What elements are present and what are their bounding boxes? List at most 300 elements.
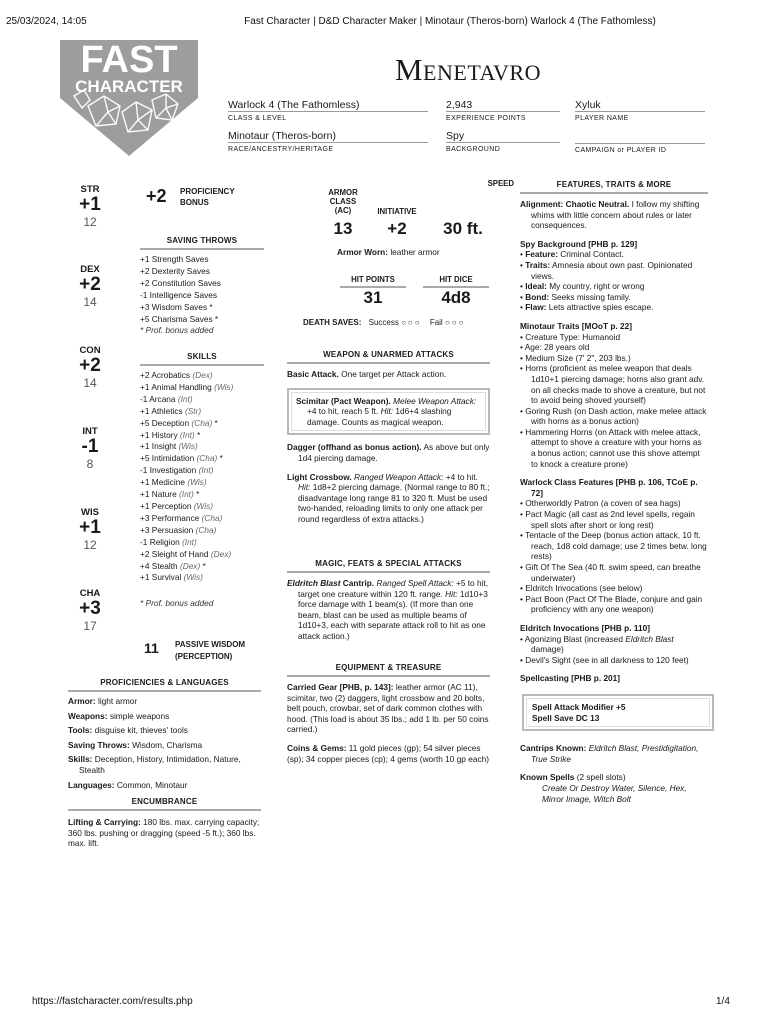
invocation-item: • Agonizing Blast (increased Eldritch Blast damage) (520, 633, 674, 655)
attacks-title: WEAPON & UNARMED ATTACKS (287, 350, 490, 364)
spy-item-label: Feature: (525, 249, 558, 260)
spy-item: • Ideal: My country, right or wrong (520, 281, 645, 292)
class-level-field (228, 99, 428, 122)
skill-bonus: +3 (140, 524, 150, 535)
crossbow-hit-label: Hit: (298, 482, 311, 493)
skill-star: * (197, 429, 201, 440)
dagger-name: Dagger (offhand as bonus action). (287, 442, 422, 453)
proficiency-item (68, 711, 261, 722)
proficiency-item (68, 754, 261, 775)
skill-ability: (Wis) (187, 477, 207, 488)
proficiency-text: Common, Minotaur (116, 779, 188, 790)
attacks-section (287, 350, 490, 525)
skill-ability: (Cha) (195, 524, 217, 535)
carried-gear (287, 682, 490, 735)
ability-str (70, 184, 110, 229)
known-spells (520, 772, 708, 804)
hit-points-label: HIT POINTS (340, 275, 406, 288)
race-label: RACE/ANCESTRY/HERITAGE (228, 146, 334, 153)
skill-name: Investigation (149, 465, 197, 476)
magic-title: MAGIC, FEATS & SPECIAL ATTACKS (287, 559, 490, 573)
armor-worn-label: Armor Worn: (337, 247, 389, 257)
proficiency-item (68, 696, 261, 707)
warlock-feature-text: Tentacle of the Deep (bonus action attack, 10 ft. reach, 1d8 cold damage; use 2 times betw. long rests) (525, 530, 707, 562)
crossbow-name: Light Crossbow. (287, 471, 352, 482)
skill-row (140, 370, 264, 382)
ability-modifier: -1 (81, 436, 99, 457)
scimitar-hit-label: Hit: (380, 406, 394, 417)
skill-row (140, 441, 264, 453)
invocations-list (520, 634, 708, 666)
proficiency-item (68, 780, 261, 791)
saving-throw-row: +5 Charisma Saves * (140, 313, 219, 324)
spy-item: • Traits: Amnesia about own past. Opinionated views. (520, 259, 693, 281)
initiative-label: INITIATIVE (377, 207, 417, 216)
proficiencies-list (68, 696, 261, 790)
passive-label-line1: PASSIVE WISDOM (175, 640, 246, 649)
ability-modifier: +3 (79, 598, 101, 619)
death-saves (303, 318, 465, 327)
skill-name: Animal Handling (151, 381, 212, 392)
skill-name: Nature (151, 489, 177, 500)
spellcasting-box (522, 694, 714, 731)
background-field (446, 130, 560, 153)
cantrips-label: Cantrips Known: (520, 743, 587, 754)
passive-wisdom-label (175, 639, 245, 663)
skill-bonus: +1 (140, 405, 150, 416)
alignment-label: Alignment: Chaotic Neutral. (520, 199, 630, 209)
print-datetime: 25/03/2024, 14:05 (6, 16, 87, 27)
skills-title: SKILLS (140, 352, 264, 366)
skill-name: Perception (151, 500, 192, 511)
proficiency-label-line1: PROFICIENCY (180, 187, 235, 196)
proficiency-bonus-label (180, 186, 235, 208)
skill-row (140, 572, 264, 584)
skill-name: Persuasion (151, 524, 194, 535)
speed-label: SPEED (487, 179, 514, 188)
print-title: Fast Character | D&D Character Maker | Minotaur (Theros-born) Warlock 4 (The Fathomless) (244, 16, 656, 27)
eldritch-blast-range: +5 to hit, target one creature within 120 ft. range. (298, 578, 489, 599)
skill-bonus: +5 (140, 417, 150, 428)
minotaur-trait-text: Medium Size (7' 2", 203 lbs.) (525, 352, 631, 363)
skill-ability: (Int) (198, 465, 214, 476)
proficiencies-title: PROFICIENCIES & LANGUAGES (68, 678, 261, 692)
skill-row (140, 406, 264, 418)
skill-ability: (Int) (179, 489, 194, 500)
crossbow-attack (287, 472, 490, 525)
known-spells-list: Create Or Destroy Water, Silence, Hex, Mirror Image, Witch Bolt (542, 782, 687, 804)
warlock-feature-text: Gift Of The Sea (40 ft. swim speed, can breathe underwater) (525, 562, 701, 583)
skill-ability: (Str) (185, 405, 202, 416)
player-value: Xyluk (575, 99, 705, 112)
warlock-feature-text: Pact Magic (all cast as 2nd level spells, regain spell slots after short or long rest) (525, 509, 695, 530)
skill-row (140, 489, 264, 501)
warlock-feature: • Otherworldly Patron (a coven of sea hags) (520, 498, 681, 509)
ability-modifier: +1 (79, 517, 101, 538)
spy-item-text: Criminal Contact. (560, 249, 624, 260)
minotaur-trait: • Goring Rush (on Dash action, make melee attack with horns as a bonus action) (520, 405, 707, 427)
skill-ability: (Wis) (193, 500, 214, 511)
crossbow-hit: +4 to hit. (445, 471, 478, 482)
ability-cha (70, 588, 110, 633)
minotaur-trait: • Creature Type: Humanoid (520, 331, 621, 342)
encumbrance-body: 180 lbs. max. carrying capacity; 360 lbs. pushing or dragging (speed -5 ft.); 360 lbs. max. lift. (68, 817, 260, 849)
skill-bonus: +1 (140, 441, 150, 452)
logo-fast-text: FAST (80, 39, 178, 81)
hit-dice-value: 4d8 (441, 288, 471, 307)
race-value: Minotaur (Theros-born) (228, 130, 428, 143)
spell-attack-modifier: Spell Attack Modifier +5 (532, 701, 626, 712)
warlock-features-title: Warlock Class Features [PHB p. 106, TCoE p. 72] (520, 477, 698, 498)
skill-bonus: +1 (140, 500, 150, 511)
skill-star: * (214, 417, 218, 428)
ability-modifier: +1 (79, 194, 101, 215)
minotaur-trait: • Horns (proficient as melee weapon that deals 1d10+1 piercing damage; horns also grant adv. on all checks made to shove a creature, but not to avoid being shoved yourself) (520, 363, 706, 406)
skill-row (140, 465, 264, 477)
basic-attack-label: Basic Attack. (287, 369, 339, 379)
spy-item: • Feature: Criminal Contact. (520, 249, 624, 260)
hit-points-value: 31 (363, 288, 383, 307)
proficiencies-section (68, 678, 261, 794)
warlock-feature: • Pact Boon (Pact Of The Blade, conjure and gain proficiency with any one weapon) (520, 593, 703, 615)
ability-score: 14 (83, 295, 97, 309)
invocation-text: Agonizing Blast (increased (524, 633, 623, 644)
armor-class-value: 13 (333, 219, 353, 238)
saving-throws-section (140, 236, 264, 337)
skill-name: Stealth (151, 560, 178, 571)
proficiency-item (68, 725, 261, 736)
death-saves-success-label: Success (368, 318, 399, 327)
proficiency-label: Saving Throws: (68, 739, 130, 750)
scimitar-hit: +4 to hit, reach 5 ft. (307, 406, 379, 417)
spell-save-dc: Spell Save DC 13 (532, 712, 600, 723)
eldritch-blast-attack (287, 578, 490, 642)
spy-item-text: Lets attractive spies escape. (548, 302, 654, 313)
skill-ability: (Cha) (201, 512, 223, 523)
minotaur-trait-text: Age: 28 years old (524, 342, 590, 353)
skill-name: Arcana (149, 393, 176, 404)
skill-bonus: +1 (140, 429, 150, 440)
skill-row (140, 513, 264, 525)
skill-row (140, 561, 264, 573)
eldritch-blast-cantrip: Cantrip. (342, 578, 375, 588)
invocation-spell: Eldritch Blast (625, 633, 674, 644)
skill-ability: (Wis) (178, 441, 198, 452)
skill-row (140, 525, 264, 537)
known-spells-label: Known Spells (520, 772, 575, 783)
ability-name: DEX (80, 264, 100, 275)
alignment-text: I follow my shifting whims with little concern about rules or later consequences. (531, 199, 700, 231)
saving-throws-title: SAVING THROWS (140, 236, 264, 250)
spellcasting-title: Spellcasting [PHB p. 201] (520, 673, 621, 684)
skill-row (140, 453, 264, 465)
spy-item-text: My country, right or wrong (549, 281, 645, 292)
proficiency-text: light armor (97, 696, 138, 706)
speed-value: 30 ft. (443, 219, 483, 238)
minotaur-traits-title: Minotaur Traits [MOoT p. 22] (520, 320, 633, 331)
player-label: PLAYER NAME (575, 115, 629, 122)
proficiency-label-line2: BONUS (180, 198, 209, 207)
skill-name: Medicine (151, 477, 185, 488)
warlock-features-list (520, 498, 708, 615)
coins-label: Coins & Gems: (287, 742, 347, 753)
invocations-title: Eldritch Invocations [PHB p. 110] (520, 622, 651, 633)
spy-item-label: Ideal: (525, 281, 547, 292)
skill-row (140, 549, 264, 561)
spy-item-label: Traits: (525, 259, 551, 270)
ability-wis (70, 507, 110, 552)
skill-name: Deception (151, 417, 190, 428)
skill-ability: (Int) (179, 429, 195, 440)
armor-worn (337, 247, 440, 257)
cantrips-list: Eldritch Blast, Prestidigitation, True Strike (531, 743, 699, 764)
ability-name: CHA (79, 588, 101, 599)
ability-dex (70, 264, 110, 309)
print-url: https://fastcharacter.com/results.php (32, 996, 193, 1007)
warlock-feature: • Pact Magic (all cast as 2nd level spells, regain spell slots after short or long rest) (520, 509, 695, 530)
death-saves-label: DEATH SAVES: (303, 318, 362, 327)
skill-row (140, 430, 264, 442)
spy-item-label: Flaw: (525, 302, 547, 313)
encumbrance-title: ENCUMBRANCE (68, 797, 261, 811)
crossbow-damage: 1d8+2 piercing damage. (Normal range to 80 ft.; disadvantage long range 81 to 320 ft. Must be used two-handed, reloading limits to only one attack per round regardless of extra attacks.) (298, 482, 490, 524)
ability-score: 17 (83, 619, 97, 633)
warlock-feature-text: Eldritch Invocations (see below) (525, 583, 643, 594)
fast-character-logo (60, 40, 198, 156)
campaign-field (575, 130, 705, 154)
skill-ability: (Cha) (196, 453, 218, 464)
ability-name: STR (80, 184, 100, 195)
ability-score: 12 (83, 215, 97, 229)
spy-item: • Bond: Seeks missing family. (520, 291, 631, 302)
scimitar-name: Scimitar (Pact Weapon). (296, 395, 391, 406)
class-level-value: Warlock 4 (The Fathomless) (228, 99, 428, 112)
skill-bonus: -1 (140, 393, 148, 404)
armor-worn-value: leather armor (390, 247, 440, 257)
minotaur-trait-text: Goring Rush (on Dash action, make melee attack with horns as a bonus action) (525, 405, 707, 427)
encumbrance-label: Lifting & Carrying: (68, 817, 141, 827)
equipment-section (287, 663, 490, 764)
proficiency-item (68, 740, 261, 751)
hit-dice-label: HIT DICE (423, 275, 489, 288)
cantrips-known (520, 743, 708, 764)
death-saves-fail-label: Fail (429, 318, 443, 327)
skill-name: Performance (151, 512, 200, 523)
skill-row (140, 394, 264, 406)
skill-row (140, 501, 264, 513)
skill-ability: (Wis) (214, 381, 234, 392)
skill-bonus: +1 (140, 489, 150, 500)
skill-bonus: +1 (140, 381, 150, 392)
saving-throw-row: +2 Constitution Saves (140, 277, 221, 288)
proficiency-label: Weapons: (68, 710, 108, 721)
ability-score: 14 (83, 376, 97, 390)
armor-class-label: ARMOR CLASS (AC) (328, 188, 358, 215)
saving-throws-note: * Prof. bonus added (140, 325, 214, 336)
skills-note: * Prof. bonus added (140, 598, 214, 609)
xp-value: 2,943 (446, 99, 560, 112)
skill-ability: (Int) (182, 536, 197, 547)
skill-row (140, 382, 264, 394)
eldritch-blast-type: Ranged Spell Attack: (376, 578, 454, 588)
skill-bonus: +2 (140, 370, 150, 380)
skill-bonus: -1 (140, 536, 148, 547)
gear-text: leather armor (AC 11), scimitar, two (2) daggers, light crossbow and 20 bolts, belt pouch, crowbar, set of dark common clothes with hood. (This load is about 35 lbs.; add 1 lb. per 50 coins carried.) (287, 682, 489, 735)
saving-throw-row: -1 Intelligence Saves (140, 289, 218, 300)
skill-bonus: +1 (140, 477, 150, 488)
proficiency-text: simple weapons (109, 710, 170, 721)
skill-name: History (151, 429, 178, 440)
skill-name: Religion (149, 536, 180, 547)
spy-item-label: Bond: (525, 291, 550, 302)
skill-row (140, 537, 264, 549)
magic-section (287, 559, 490, 642)
ability-name: CON (79, 345, 101, 356)
proficiency-label: Languages: (68, 779, 115, 790)
spy-background-title: Spy Background [PHB p. 129] (520, 238, 638, 249)
coins-text: 11 gold pieces (gp); 54 silver pieces (sp); 34 copper pieces (cp); 4 gems (worth 10 gp each) (287, 742, 489, 764)
ability-score: 12 (83, 538, 97, 552)
dagger-text: As above but only 1d4 piercing damage. (298, 442, 490, 463)
basic-attack (287, 369, 490, 380)
spy-item-text: Amnesia about own past. Opinionated views. (531, 259, 693, 281)
saving-throws-list (140, 254, 264, 337)
skill-name: Insight (151, 441, 177, 452)
spy-background-list (520, 249, 708, 313)
scimitar-damage: 1d6+4 slashing damage. Counts as magical weapon. (307, 406, 452, 427)
minotaur-trait-text: Creature Type: Humanoid (525, 331, 621, 342)
invocation-text-end: damage) (531, 644, 564, 655)
skills-list (140, 370, 264, 584)
logo-character-text: CHARACTER (75, 77, 183, 96)
warlock-feature: • Gift Of The Sea (40 ft. swim speed, can breathe underwater) (520, 562, 701, 583)
campaign-value (575, 130, 705, 144)
warlock-feature: • Eldritch Invocations (see below) (520, 583, 643, 594)
proficiency-bonus-value: +2 (146, 186, 167, 206)
proficiency-label: Armor: (68, 696, 96, 706)
encumbrance-section (68, 797, 261, 849)
skill-ability: (Int) (177, 393, 193, 404)
skill-ability: (Dex) (210, 548, 232, 559)
alignment (520, 199, 708, 231)
proficiency-label: Tools: (68, 725, 93, 736)
skill-ability: (Dex) (179, 560, 201, 571)
minotaur-trait: • Medium Size (7' 2", 203 lbs.) (520, 352, 631, 363)
skill-bonus: +3 (140, 512, 150, 523)
initiative-value: +2 (387, 219, 407, 238)
skill-row (140, 418, 264, 430)
campaign-label: CAMPAIGN or PLAYER ID (575, 147, 667, 154)
warlock-feature-text: Pact Boon (Pact Of The Blade, conjure and gain proficiency with any one weapon) (525, 593, 703, 615)
passive-label-line2: (PERCEPTION) (175, 652, 233, 661)
skill-star: * (202, 560, 206, 571)
skill-bonus: +4 (140, 560, 150, 571)
saving-throw-row: +1 Strength Saves (140, 254, 209, 264)
warlock-feature-text: Otherworldly Patron (a coven of sea hags) (525, 498, 681, 509)
crossbow-type: Ranged Weapon Attack: (354, 471, 444, 482)
print-page-number: 1/4 (716, 996, 730, 1007)
known-spells-count: (2 spell slots) (576, 772, 626, 783)
xp-label: EXPERIENCE POINTS (446, 115, 526, 122)
spy-item: • Flaw: Lets attractive spies escape. (520, 302, 654, 313)
xp-field (446, 99, 560, 122)
coins-gems (287, 743, 490, 764)
minotaur-trait: • Age: 28 years old (520, 342, 590, 353)
eldritch-blast-damage: 1d10+3 force damage with 1 beam(s). (If more than one beam, blast can be used as multiple beams of 1d10+3, each with separate attack roll to hit as one attack action.) (298, 588, 488, 641)
background-label: BACKGROUND (446, 146, 501, 153)
character-name: Menetavro (394, 52, 541, 87)
skill-star: * (196, 489, 200, 500)
skill-bonus: +1 (140, 572, 150, 583)
proficiency-text: disguise kit, thieves' tools (94, 725, 188, 736)
gear-label: Carried Gear [PHB, p. 143]: (287, 682, 394, 692)
warlock-feature: • Tentacle of the Deep (bonus action attack, 10 ft. reach, 1d8 cold damage; use 2 times betw. long rests) (520, 530, 707, 562)
invocation-text: Devil's Sight (see in all darkness to 120 feet) (525, 654, 689, 665)
eldritch-blast-hit-label: Hit: (445, 588, 458, 599)
skill-name: Intimidation (151, 453, 195, 464)
saving-throw-row: +3 Wisdom Saves * (140, 301, 213, 312)
features-title: FEATURES, TRAITS & MORE (520, 180, 708, 194)
spy-item-text: Seeks missing family. (551, 291, 631, 302)
scimitar-type: Melee Weapon Attack: (393, 395, 477, 406)
ability-name: INT (82, 426, 98, 437)
encumbrance-text (68, 817, 261, 849)
ability-modifier: +2 (79, 274, 101, 295)
basic-attack-text: One target per Attack action. (341, 369, 447, 379)
ability-name: WIS (81, 507, 99, 518)
proficiency-text: Wisdom, Charisma (132, 739, 203, 750)
skill-row (140, 477, 264, 489)
eldritch-blast-name: Eldritch Blast (287, 578, 341, 588)
skill-name: Acrobatics (151, 370, 191, 380)
ability-int (70, 426, 110, 471)
minotaur-trait-text: Horns (proficient as melee weapon that deals 1d10+1 piercing damage; horns also grant adv. on all checks made to shove a creature, but not to avoid being shoved yourself) (525, 363, 706, 406)
skill-ability: (Wis) (183, 572, 203, 583)
skill-ability: (Cha) (191, 417, 213, 428)
race-field (228, 130, 428, 153)
minotaur-trait-text: Hammering Horns (on Attack with melee attack, attempt to shove a creature with your horns as a bonus action; cannot use this shove attempt to knock a creature prone) (525, 426, 702, 469)
skill-bonus: +5 (140, 453, 150, 464)
dagger-attack (287, 442, 490, 463)
scimitar-attack-box (287, 388, 490, 436)
fail-circles-icon[interactable]: ○○○ (444, 318, 466, 327)
equipment-title: EQUIPMENT & TREASURE (287, 663, 490, 677)
skill-name: Survival (151, 572, 182, 583)
skills-section (140, 352, 264, 610)
skill-ability: (Dex) (192, 370, 213, 380)
ability-modifier: +2 (79, 355, 101, 376)
skill-name: Athletics (151, 405, 183, 416)
ability-con (70, 345, 110, 390)
background-value: Spy (446, 130, 560, 143)
ability-score: 8 (86, 457, 94, 471)
skill-star: * (219, 453, 223, 464)
player-field (575, 99, 705, 122)
proficiency-label: Skills: (68, 754, 93, 765)
class-level-label: CLASS & LEVEL (228, 115, 287, 122)
proficiency-text: Deception, History, Intimidation, Nature, Stealth (79, 754, 241, 775)
minotaur-traits-list (520, 332, 708, 470)
skill-bonus: +2 (140, 548, 150, 559)
passive-wisdom-value: 11 (144, 640, 159, 656)
features-body (520, 199, 708, 804)
minotaur-trait: • Hammering Horns (on Attack with melee attack, attempt to shove a creature with your horns as a bonus action; cannot use this shove attempt to knock a creature prone) (520, 426, 702, 469)
success-circles-icon[interactable]: ○○○ (401, 318, 422, 327)
invocation-item: • Devil's Sight (see in all darkness to 120 feet) (520, 654, 689, 665)
features-section (520, 180, 708, 804)
skill-name: Sleight of Hand (151, 548, 209, 559)
skill-bonus: -1 (140, 465, 148, 476)
